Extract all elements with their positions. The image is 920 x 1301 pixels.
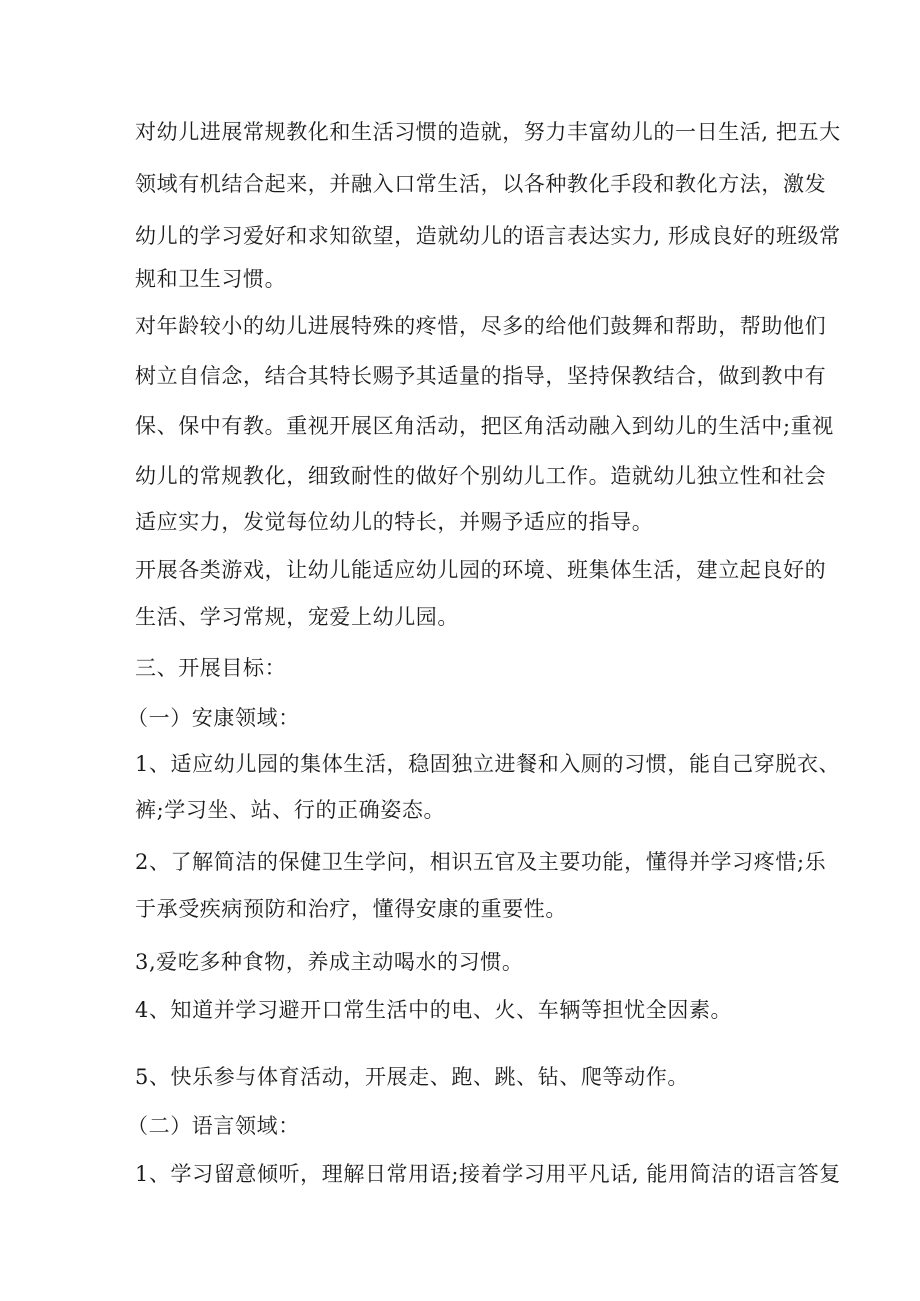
paragraph-2-line-1: 对年龄较小的幼儿进展特殊的疼惜，尽多的给他们鼓舞和帮助，帮助他们 <box>135 314 827 338</box>
health-item-5: 5、快乐参与体育活动，开展走、跑、跳、钻、爬等动作。 <box>135 1065 689 1089</box>
health-item-2-line-2: 于承受疾病预防和治疗，懂得安康的重要性。 <box>135 897 567 921</box>
paragraph-3-line-2: 生活、学习常规，宠爱上幼儿园。 <box>135 605 459 629</box>
section-heading-goals: 三、开展目标： <box>135 656 287 680</box>
paragraph-1-line-3: 幼儿的学习爱好和求知欲望，造就幼儿的语言表达实力, 形成良好的班级常 <box>135 224 841 248</box>
paragraph-1-line-4: 规和卫生习惯。 <box>135 267 287 291</box>
health-item-1-line-1: 1、适应幼儿园的集体生活，稳固独立进餐和入厕的习惯，能自己穿脱衣、 <box>135 752 841 776</box>
language-item-1-line-1: 1、学习留意倾听，理解日常用语;接着学习用平凡话, 能用简洁的语言答复 <box>135 1162 841 1186</box>
health-item-2-line-1: 2、了解简洁的保健卫生学问，相识五官及主要功能，懂得并学习疼惜;乐 <box>135 850 827 874</box>
health-item-3: 3,爱吃多种食物，养成主动喝水的习惯。 <box>135 950 524 974</box>
health-item-4: 4、知道并学习避开口常生活中的电、火、车辆等担忧全因素。 <box>135 998 733 1022</box>
paragraph-2-line-2: 树立自信念，结合其特长赐予其适量的指导，坚持保教结合，做到教中有 <box>135 364 827 388</box>
paragraph-2-line-4: 幼儿的常规教化，细致耐性的做好个别幼儿工作。造就幼儿独立性和社会 <box>135 464 827 488</box>
paragraph-2-line-5: 适应实力，发觉每位幼儿的特长，并赐予适应的指导。 <box>135 510 654 534</box>
paragraph-1-line-2: 领域有机结合起来，并融入口常生活，以各种教化手段和教化方法，激发 <box>135 172 827 196</box>
paragraph-1-line-1: 对幼儿进展常规教化和生活习惯的造就，努力丰富幼儿的一日生活, 把五大 <box>135 120 841 144</box>
health-item-1-line-2: 裤;学习坐、站、行的正确姿态。 <box>135 798 446 822</box>
paragraph-3-line-1: 开展各类游戏，让幼儿能适应幼儿园的环境、班集体生活，建立起良好的 <box>135 558 827 582</box>
subheading-health: （一）安康领域： <box>127 706 300 730</box>
paragraph-2-line-3: 保、保中有教。重视开展区角活动，把区角活动融入到幼儿的生活中;重视 <box>135 414 834 438</box>
subheading-language: （二）语言领域： <box>127 1114 300 1138</box>
